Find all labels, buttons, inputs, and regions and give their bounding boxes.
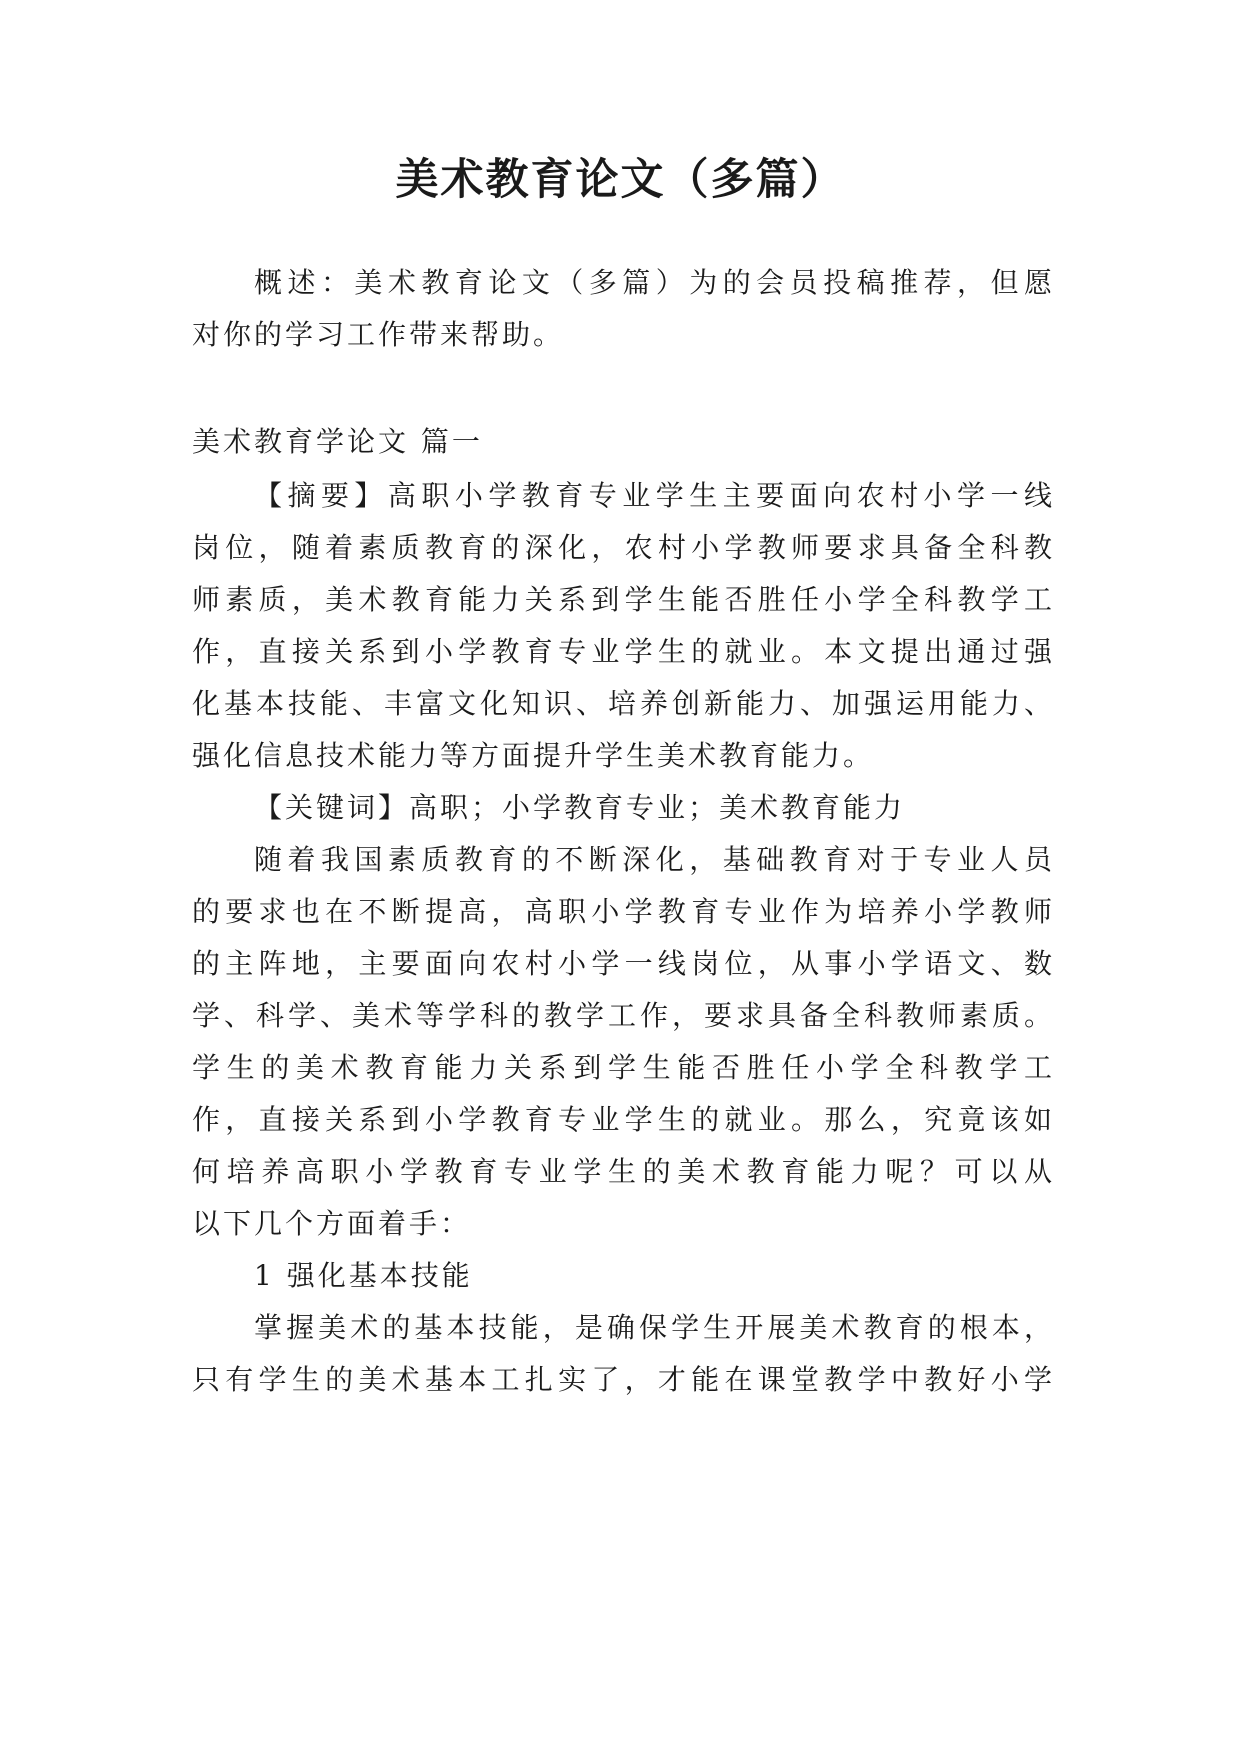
intro-line: 随着我国素质教育的不断深化，基础教育对于专业人员: [254, 843, 1052, 876]
body-line: 掌握美术的基本技能，是确保学生开展美术教育的根本，: [254, 1311, 1052, 1344]
abstract-line: 【摘要】高职小学教育专业学生主要面向农村小学一线: [254, 479, 1052, 512]
intro-line: 以下几个方面着手：: [192, 1207, 472, 1240]
intro-line: 学生的美术教育能力关系到学生能否胜任小学全科教学工: [192, 1051, 1052, 1084]
intro-line: 何培养高职小学教育专业学生的美术教育能力呢？可以从: [192, 1155, 1052, 1188]
abstract-line: 化基本技能、丰富文化知识、培养创新能力、加强运用能力、: [192, 687, 1052, 720]
document-title: 美术教育论文（多篇）: [395, 155, 846, 205]
subheading: 1 强化基本技能: [254, 1259, 473, 1292]
summary-line: 概述：美术教育论文（多篇）为的会员投稿推荐，但愿: [254, 266, 1052, 299]
intro-line: 作，直接关系到小学教育专业学生的就业。那么，究竟该如: [192, 1103, 1052, 1136]
section-heading: 美术教育学论文 篇一: [192, 425, 483, 458]
intro-line: 的主阵地，主要面向农村小学一线岗位，从事小学语文、数: [192, 947, 1052, 980]
abstract-line: 强化信息技术能力等方面提升学生美术教育能力。: [192, 739, 875, 772]
abstract-line: 师素质，美术教育能力关系到学生能否胜任小学全科教学工: [192, 583, 1052, 616]
body-line: 只有学生的美术基本工扎实了，才能在课堂教学中教好小学: [192, 1363, 1052, 1396]
abstract-line: 作，直接关系到小学教育专业学生的就业。本文提出通过强: [192, 635, 1052, 668]
intro-line: 学、科学、美术等学科的教学工作，要求具备全科教师素质。: [192, 999, 1052, 1032]
keywords-line: 【关键词】高职；小学教育专业；美术教育能力: [254, 791, 906, 824]
summary-line: 对你的学习工作带来帮助。: [192, 318, 565, 351]
intro-line: 的要求也在不断提高，高职小学教育专业作为培养小学教师: [192, 895, 1052, 928]
abstract-line: 岗位，随着素质教育的深化，农村小学教师要求具备全科教: [192, 531, 1052, 564]
